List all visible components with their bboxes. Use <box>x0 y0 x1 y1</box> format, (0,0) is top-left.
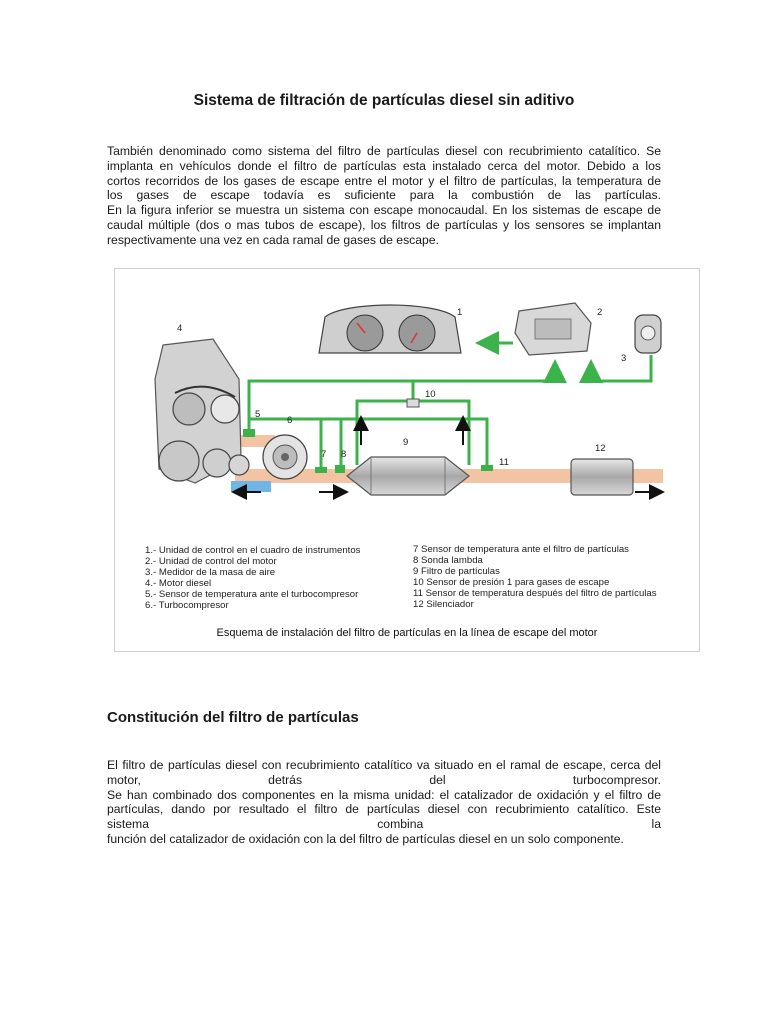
legend-item: 4.- Motor diesel <box>145 578 212 589</box>
legend-item: 6.- Turbocompresor <box>145 600 229 611</box>
figure-caption: Esquema de instalación del filtro de partículas en la línea de escape del motor <box>216 627 598 639</box>
section2-line: motor, detrás del turbocompresor. <box>107 772 661 787</box>
sensor-wiring <box>249 343 651 471</box>
section2-line: El filtro de partículas diesel con recubrimiento catalítico va situado en el ramal de escape, cerca del <box>107 758 661 772</box>
intro-line: los gases de escape todavía es suficiente para la combustión de las partículas. <box>107 188 661 203</box>
legend-item: 12 Silenciador <box>413 599 474 610</box>
section2-line: partículas, dando por resultado el filtro de partículas diesel con recubrimiento catalítico. Este <box>107 802 661 817</box>
section2-line: sistema combina la <box>107 817 661 832</box>
sensor-7 <box>315 467 327 473</box>
sensor-11 <box>481 465 493 471</box>
particle-filter-illustration <box>347 457 469 495</box>
dpf-system-figure <box>114 268 700 652</box>
silencer-illustration <box>571 459 633 495</box>
legend-left <box>145 545 360 611</box>
intro-line: caudal múltiple (dos o mas tubos de escape), los filtros de partículas y los sensores se implantan <box>107 217 661 232</box>
number-12: 12 <box>595 443 606 454</box>
intro-line: También denominado como sistema del filtro de partículas diesel con recubrimiento catalítico. Se <box>107 144 661 158</box>
number-8: 8 <box>341 449 347 460</box>
number-2: 2 <box>597 307 603 318</box>
intro-paragraph <box>107 144 661 248</box>
turbocharger-illustration <box>263 435 307 479</box>
legend-item: 9 Filtro de partículas <box>413 566 500 577</box>
number-3: 3 <box>621 353 627 364</box>
legend-item: 11 Sensor de temperatura después del filtro de partículas <box>413 588 657 599</box>
section2-line: función del catalizador de oxidación con la del filtro de partículas diesel en un solo componente. <box>107 831 624 846</box>
intake-pipe <box>231 481 271 492</box>
section2-line: Se han combinado dos componentes en la misma unidad: el catalizador de oxidación y el filtro de <box>107 787 661 802</box>
number-1: 1 <box>457 307 463 318</box>
section2-paragraph <box>107 758 661 847</box>
sensor-10 <box>407 399 419 407</box>
legend-item: 3.- Medidor de la masa de aire <box>145 567 276 578</box>
number-4: 4 <box>177 323 183 334</box>
intro-line: cortos recorridos de los gases de escape entre el motor y el filtro de partículas, la temperatura de <box>107 173 661 188</box>
sensor-5 <box>243 429 255 437</box>
number-9: 9 <box>403 437 409 448</box>
number-6: 6 <box>287 415 293 426</box>
number-10: 10 <box>425 389 436 400</box>
engine-control-unit-illustration <box>515 303 591 355</box>
legend-item: 7 Sensor de temperatura ante el filtro de partículas <box>413 544 629 555</box>
legend-right <box>413 544 657 610</box>
page-title: Sistema de filtración de partículas diesel sin aditivo <box>193 92 575 109</box>
instrument-cluster-illustration <box>319 305 461 353</box>
air-mass-meter-illustration <box>635 315 661 353</box>
number-11: 11 <box>499 457 509 468</box>
number-5: 5 <box>255 409 261 420</box>
intro-line: implanta en vehículos donde el filtro de partículas esta instalado cerca del motor. Debido a los <box>107 158 661 173</box>
legend-item: 2.- Unidad de control del motor <box>145 556 277 567</box>
legend-item: 10 Sensor de presión 1 para gases de escape <box>413 577 610 588</box>
engine-illustration <box>155 339 249 483</box>
sensor-8 <box>335 465 345 473</box>
legend-item: 5.- Sensor de temperatura ante el turbocompresor <box>145 589 359 600</box>
intro-line: En la figura inferior se muestra un sistema con escape monocaudal. En los sistemas de escape de <box>107 203 661 218</box>
number-7: 7 <box>321 449 327 460</box>
intro-line: respectivamente una vez en cada ramal de gases de escape. <box>107 232 439 247</box>
legend-item: 1.- Unidad de control en el cuadro de instrumentos <box>145 545 361 556</box>
legend-item: 8 Sonda lambda <box>413 555 483 566</box>
section-heading: Constitución del filtro de partículas <box>107 709 359 726</box>
